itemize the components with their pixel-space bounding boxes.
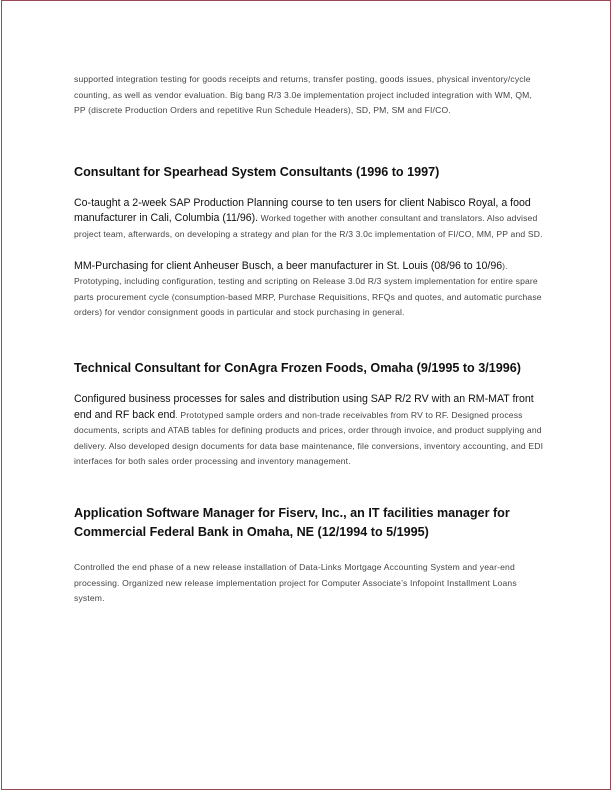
- entry-conagra: [74, 392, 544, 470]
- entry-text: Controlled the end phase of a new release installation of Data-Links Mortgage Accounting System and year-end processing. Organized new release implementation project for Computer Associate’s Infopoint Installment Loans system.: [74, 561, 517, 604]
- entry-text: Worked together with another consultant and translators. Also advised project team, afterwards, on developing a strategy and plan for the R/3 3.0c implementation of FI/CO, MM, PP and SD.: [74, 213, 543, 239]
- resume-page: [1, 0, 611, 790]
- section-heading-fiserv: Application Software Manager for Fiserv, Inc., an IT facilities manager for Commercial Federal Bank in Omaha, NE (12/1994 to 5/1995): [74, 505, 510, 539]
- section-heading-conagra: Technical Consultant for ConAgra Frozen Foods, Omaha (9/1995 to 3/1996): [74, 360, 521, 375]
- entry-fiserv: [74, 560, 544, 607]
- entry-anheuser-busch: [74, 259, 544, 321]
- entry-lead: Co-taught a 2-week SAP Production Planning course to ten users for client Nabisco Royal, a food manufacturer in Cali, Columbia (11/96).: [74, 196, 531, 225]
- entry-lead: MM-Purchasing for client Anheuser Busch, a beer manufacturer in St. Louis (08/96 to 10/96: [74, 259, 503, 272]
- entry-text: . Prototyped sample orders and non-trade receivables from RV to RF. Designed process documents, scripts and ATAB tables for defining products and prices, order through invoice, and product supplying and delivery. Also developed design documents for data base maintenance, file conversions, inventory accounting, and EDI interfaces for both sales order processing and inventory management.: [74, 409, 544, 467]
- entry-nabisco: [74, 196, 544, 243]
- entry-lead: Configured business processes for sales and distribution using SAP R/2 RV with an RM-MAT front end and RF back end: [74, 392, 534, 421]
- intro-paragraph: supported integration testing for goods receipts and returns, transfer posting, goods issues, physical inventory/cycle counting, as well as vendor evaluation. Big bang R/3 3.0e implementation project included integration with WM, QM, PP (discrete Production Orders and repetitive Run Schedule Headers), SD, PM, SM and FI/CO.: [74, 74, 533, 116]
- entry-text: ). Prototyping, including configuration, testing and scripting on Release 3.0d R/3 system implementation for entire spare parts procurement cycle (consumption-based MRP, Purchase Requisitions, RFQs and quotes, and automatic purchase orders) for vendor consignment goods in particular and stock purchasing in general.: [74, 260, 542, 318]
- section-heading-spearhead: Consultant for Spearhead System Consultants (1996 to 1997): [74, 164, 440, 179]
- page-content: [74, 72, 544, 607]
